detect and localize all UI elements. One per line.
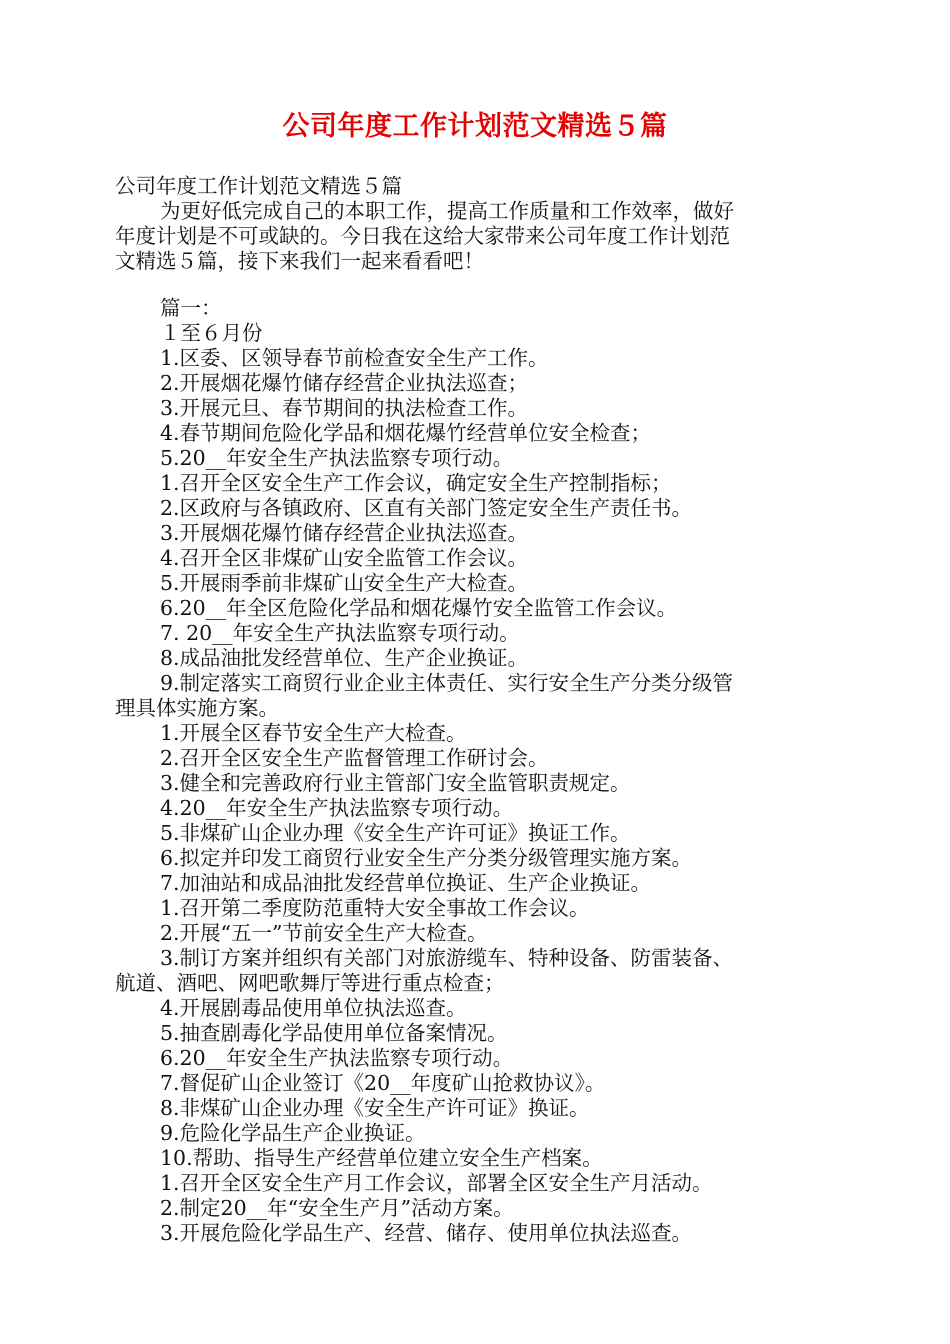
list-item-continuation: 航道、酒吧、网吧歌舞厅等进行重点检查； (115, 971, 505, 995)
list-item: 9.制定落实工商贸行业企业主体责任、实行安全生产分类分级管 (160, 671, 734, 695)
list-item: 8.非煤矿山企业办理《安全生产许可证》换证。 (160, 1096, 590, 1120)
list-item: 5.20__年安全生产执法监察专项行动。 (160, 446, 514, 470)
list-item: 1.召开全区安全生产工作会议，确定安全生产控制指标； (160, 471, 672, 495)
list-item: 1.召开第二季度防范重特大安全事故工作会议。 (160, 896, 590, 920)
document-body (115, 174, 837, 1246)
intro-line-3: 文精选５篇，接下来我们一起来看看吧！ (115, 249, 484, 273)
section-period: １至６月份 (160, 321, 263, 345)
list-item: 2.制定20__年“安全生产月”活动方案。 (160, 1196, 514, 1220)
list-item: 8.成品油批发经营单位、生产企业换证。 (160, 646, 529, 670)
list-item: 4.开展剧毒品使用单位执法巡查。 (160, 996, 467, 1020)
intro-line-2: 年度计划是不可或缺的。今日我在这给大家带来公司年度工作计划范 (115, 224, 730, 248)
list-item: 3.开展烟花爆竹储存经营企业执法巡查。 (160, 521, 529, 545)
paragraph-gap (115, 274, 837, 296)
list-item: 5.非煤矿山企业办理《安全生产许可证》换证工作。 (160, 821, 631, 845)
list-item: 6.拟定并印发工商贸行业安全生产分类分级管理实施方案。 (160, 846, 693, 870)
list-item: 7.加油站和成品油批发经营单位换证、生产企业换证。 (160, 871, 652, 895)
list-item: 3.开展危险化学品生产、经营、储存、使用单位执法巡查。 (160, 1221, 693, 1245)
list-item: 7.督促矿山企业签订《20__年度矿山抢救协议》。 (160, 1071, 606, 1095)
intro-line-1: 为更好低完成自己的本职工作，提高工作质量和工作效率，做好 (160, 199, 734, 223)
list-item: 6.20__年全区危险化学品和烟花爆竹安全监管工作会议。 (160, 596, 678, 620)
list-item: 3.制订方案并组织有关部门对旅游缆车、特种设备、防雷装备、 (160, 946, 734, 970)
list-item-continuation: 理具体实施方案。 (115, 696, 279, 720)
list-item: 7. 20__年安全生产执法监察专项行动。 (160, 621, 520, 645)
list-item: 10.帮助、指导生产经营单位建立安全生产档案。 (160, 1146, 603, 1170)
list-item: 4.20__年安全生产执法监察专项行动。 (160, 796, 514, 820)
subtitle-line: 公司年度工作计划范文精选５篇 (115, 174, 402, 198)
list-item: 9.危险化学品生产企业换证。 (160, 1121, 426, 1145)
list-item: 1.区委、区领导春节前检查安全生产工作。 (160, 346, 549, 370)
list-item: 2.开展烟花爆竹储存经营企业执法巡查； (160, 371, 529, 395)
section-heading: 篇一： (160, 296, 222, 320)
list-item: 1.召开全区安全生产月工作会议，部署全区安全生产月活动。 (160, 1171, 713, 1195)
page-title: 公司年度工作计划范文精选５篇 (282, 111, 668, 142)
list-item: 5.抽查剧毒化学品使用单位备案情况。 (160, 1021, 508, 1045)
list-item: 1.开展全区春节安全生产大检查。 (160, 721, 467, 745)
list-item: 2.区政府与各镇政府、区直有关部门签定安全生产责任书。 (160, 496, 693, 520)
list-item: 3.开展元旦、春节期间的执法检查工作。 (160, 396, 529, 420)
list-item: 3.健全和完善政府行业主管部门安全监管职责规定。 (160, 771, 631, 795)
list-item: 6.20__年安全生产执法监察专项行动。 (160, 1046, 514, 1070)
list-item: 5.开展雨季前非煤矿山安全生产大检查。 (160, 571, 529, 595)
list-item: 2.开展“五一”节前安全生产大检查。 (160, 921, 488, 945)
list-item: 4.春节期间危险化学品和烟花爆竹经营单位安全检查； (160, 421, 652, 445)
list-item: 4.召开全区非煤矿山安全监管工作会议。 (160, 546, 529, 570)
list-item: 2.召开全区安全生产监督管理工作研讨会。 (160, 746, 549, 770)
